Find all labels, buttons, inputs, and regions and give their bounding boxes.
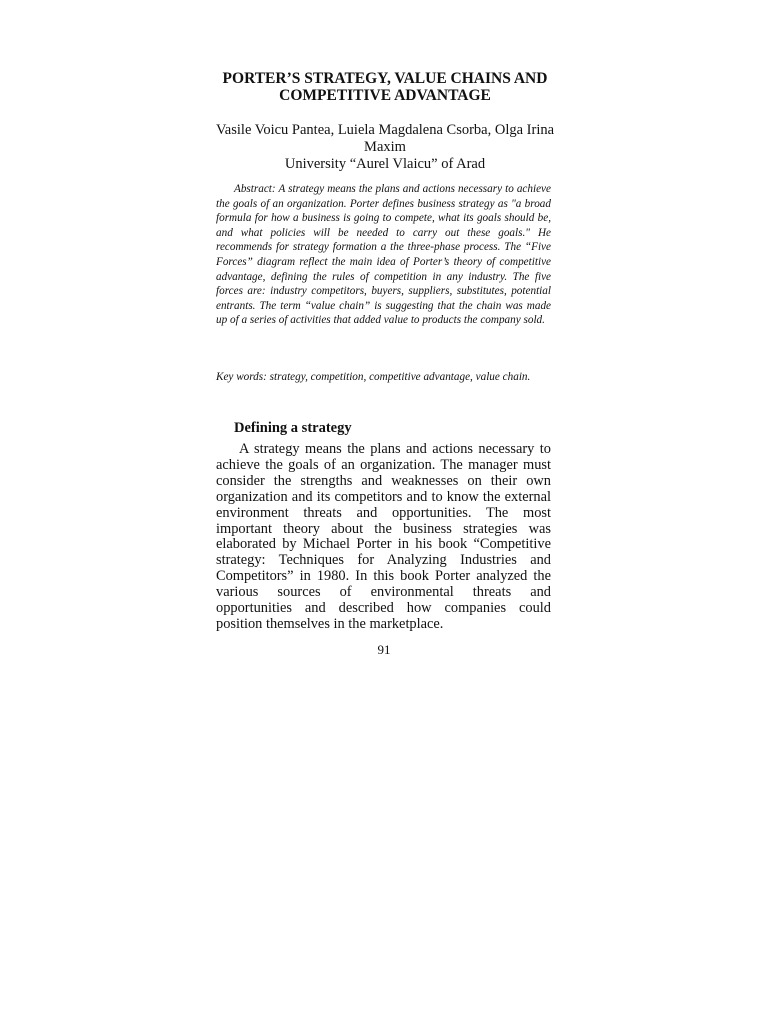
authors-line-1: Vasile Voicu Pantea, Luiela Magdalena Csorba, Olga Irina bbox=[215, 122, 555, 138]
paper-title bbox=[200, 70, 570, 104]
affiliation: University “Aurel Vlaicu” of Arad bbox=[284, 156, 486, 172]
paper-title-line-1: PORTER’S STRATEGY, VALUE CHAINS AND bbox=[222, 70, 548, 87]
keywords: Key words: strategy, competition, competitive advantage, value chain. bbox=[216, 371, 531, 383]
authors-line-2: Maxim bbox=[364, 139, 406, 155]
paper-title-line-2: COMPETITIVE ADVANTAGE bbox=[279, 87, 491, 104]
author-block bbox=[200, 122, 570, 173]
abstract: Abstract: A strategy means the plans and actions necessary to achieve the goals of an organization. Porter defines business strategy as "a broad formula for how a business is going to compete, what its goals should be, and what policies will be needed to carry out these goals." He recommends for strategy formation a the three-phase process. The “Five Forces” diagram reflect the main idea of Porter’s theory of competitive advantage, defining the rules of competition in any industry. The five forces are: industry competitors, buyers, suppliers, substitutes, potential entrants. The term “value chain” is suggesting that the chain was made up of a series of activities that added value to products the company sold. bbox=[216, 183, 551, 327]
page-number: 91 bbox=[377, 642, 391, 657]
section-body: A strategy means the plans and actions necessary to achieve the goals of an organization. The manager must consider the strengths and weaknesses on their own organization and its competitors and to know the external environment threats and opportunities. The most important theory about the business strategies was elaborated by Michael Porter in his book “Competitive strategy: Techniques for Analyzing Industries and Competitors” in 1980. In this book Porter analyzed the various sources of environmental threats and opportunities and described how companies could position themselves in the marketplace. bbox=[216, 441, 551, 632]
section-heading: Defining a strategy bbox=[234, 420, 352, 436]
